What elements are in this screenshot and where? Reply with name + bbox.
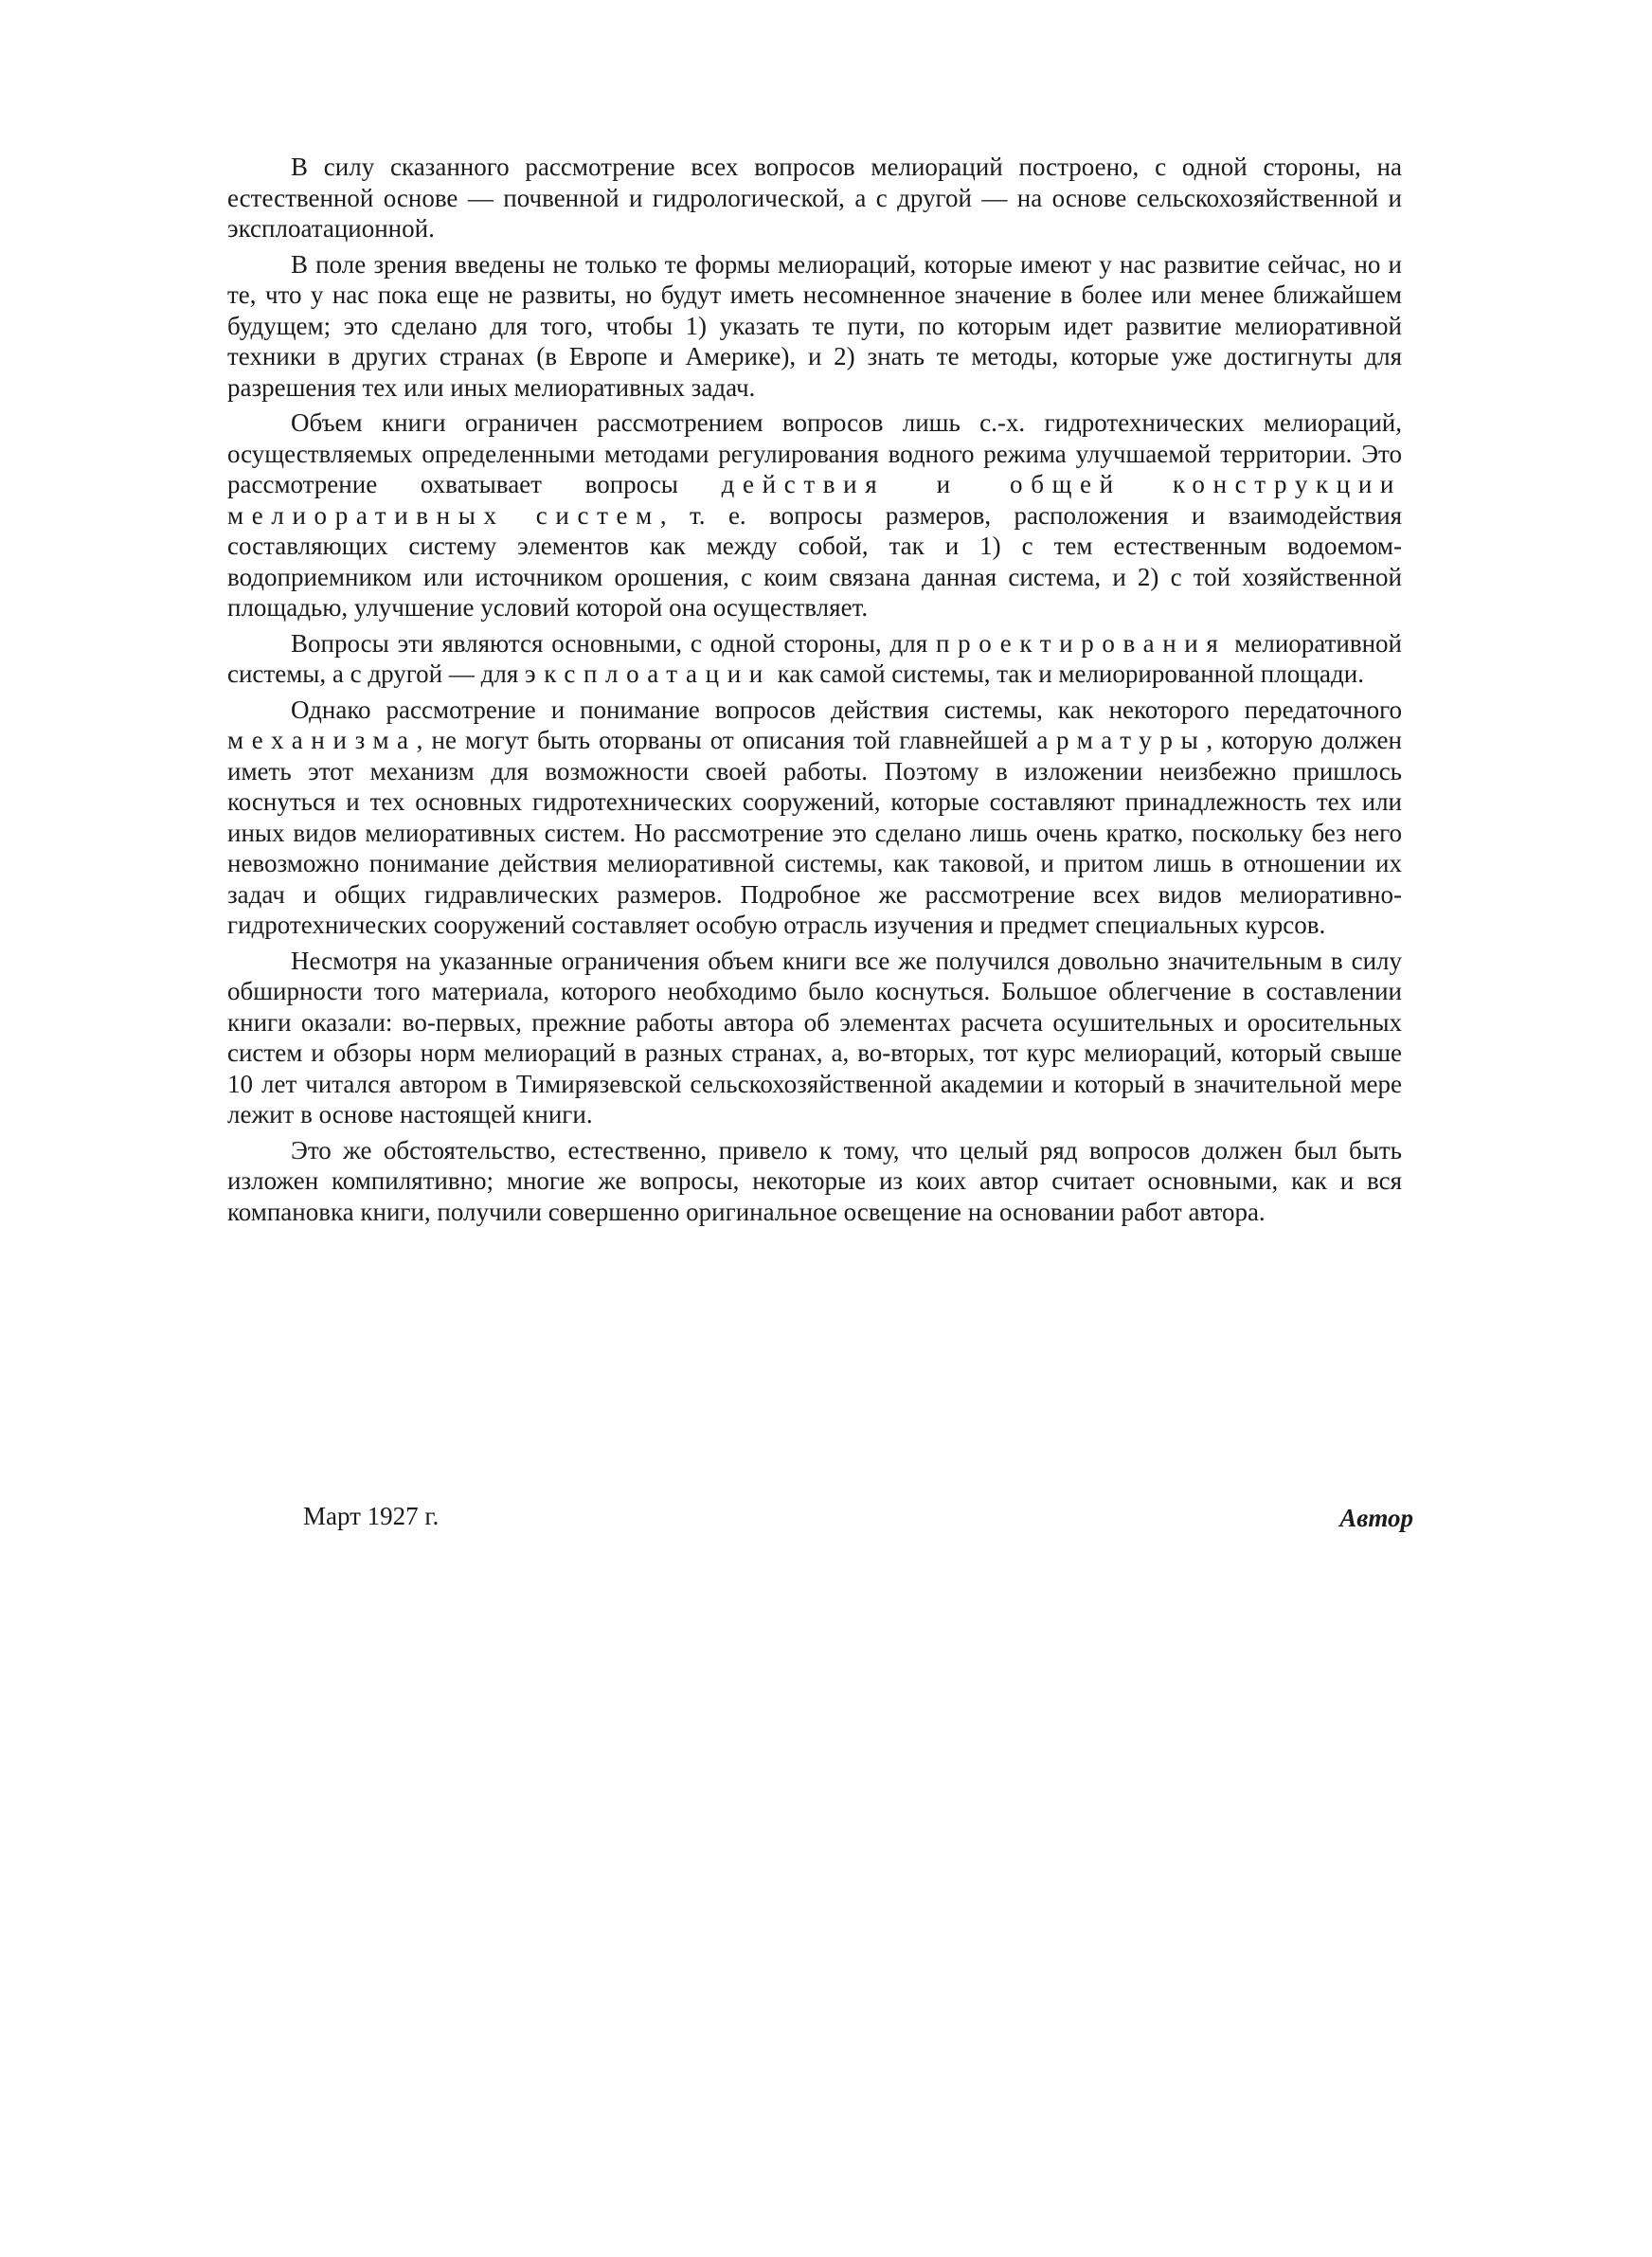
paragraph-3 (227, 407, 1402, 623)
paragraph-7 (227, 1135, 1402, 1228)
text-run: Объем книги ограничен рассмотрением вопросов лишь с.-х. гидротехнических мелиораций, осуществляемых определенными методами регулирования водного режима улучшаемой территории. Это рассмотрение охватывает вопросы (227, 408, 1402, 498)
text-run: В поле зрения введены не только те формы мелиораций, которые имеют у нас развитие сейчас, но и те, что у нас пока еще не развиты, но будут иметь несомненное значение в более или менее ближайшем будущем; это сделано для того, чтобы 1) указать те пути, по которым идет развитие мелиоративной техники в других странах (в Европе и Америке), и 2) знать те методы, которые уже достигнуты для разрешения тех или иных мелиоративных задач. (227, 249, 1402, 402)
text-run: , т. е. вопросы размеров, расположения и взаимодействия составляющих систему элементов как между собой, так и 1) с тем естественным водоемом-водоприемником или источником орошения, с коим связана данная система, и 2) с той хозяйственной площадью, улучшение условий которой она осуществляет. (227, 500, 1402, 622)
text-run: Вопросы эти являются основными, с одной стороны, для (291, 628, 936, 658)
text-run: , не могут быть оторваны от описания той главнейшей (416, 726, 1037, 754)
spaced-emphasis: механизма (227, 726, 417, 754)
text-run: Несмотря на указанные ограничения объем книги все же получился довольно значительным в силу обширности того материала, которого необходимо было коснуться. Большое облегчение в составлении книги оказали: во-первых, прежние работы автора об элементах расчета осушительных и оросительных систем и обзоры норм мелиораций в разных странах, а, во-вторых, тот курс мелиораций, который свыше 10 лет читался автором в Тимирязевской сельскохозяйственной академии и который в значительной мере лежит в основе настоящей книги. (227, 946, 1402, 1128)
paragraph-2 (227, 249, 1402, 404)
text-run: Однако рассмотрение и понимание вопросов действия системы, как некоторого передаточного (291, 695, 1402, 724)
document-page (227, 152, 1413, 1532)
paragraph-5 (227, 695, 1402, 941)
text-run: как самой системы, так и мелиорированной площади. (770, 659, 1364, 688)
text-run: мелиоративной системы, а с другой — для (227, 628, 1402, 688)
spaced-emphasis: эксплоатации (525, 659, 771, 688)
text-run: , которую должен иметь этот механизм для возможности своей работы. Поэтому в изложении неизбежно пришлось коснуться и тех основных гидротехнических сооружений, которые составляют принадлежность тех или иных видов мелиоративных систем. Но рассмотрение это сделано лишь очень кратко, поскольку без него невозможно понимание действия мелиоративной системы, как таковой, и притом лишь в отношении их задач и общих гидравлических размеров. Подробное же рассмотрение всех видов мелиоративно-гидротехнических сооружений составляет особую отрасль изучения и предмет специальных курсов. (227, 726, 1402, 939)
text-run: В силу сказанного рассмотрение всех вопросов мелиораций построено, с одной стороны, на естественной основе — почвенной и гидрологической, а с другой — на основе сельскохозяйственной и эксплоатационной. (227, 153, 1402, 243)
paragraph-6 (227, 946, 1402, 1130)
spaced-emphasis: арматуры (1036, 726, 1207, 754)
signature-author: Автор (1339, 1504, 1413, 1532)
text-run: Это же обстоятельство, естественно, привело к тому, что целый ряд вопросов должен был быть изложен компилятивно; многие же вопросы, некоторые из коих автор считает основными, как и вся компановка книги, получили совершенно оригинальное освещение на основании работ автора. (227, 1135, 1402, 1226)
paragraph-1 (227, 152, 1402, 244)
preface-body (227, 152, 1402, 1227)
paragraph-4 (227, 628, 1402, 690)
spaced-emphasis: действия и общей конструкции мелиоративных систем (227, 470, 1402, 530)
spaced-emphasis: проектирования (936, 628, 1227, 658)
signature-date: Март 1927 г. (303, 1502, 440, 1530)
